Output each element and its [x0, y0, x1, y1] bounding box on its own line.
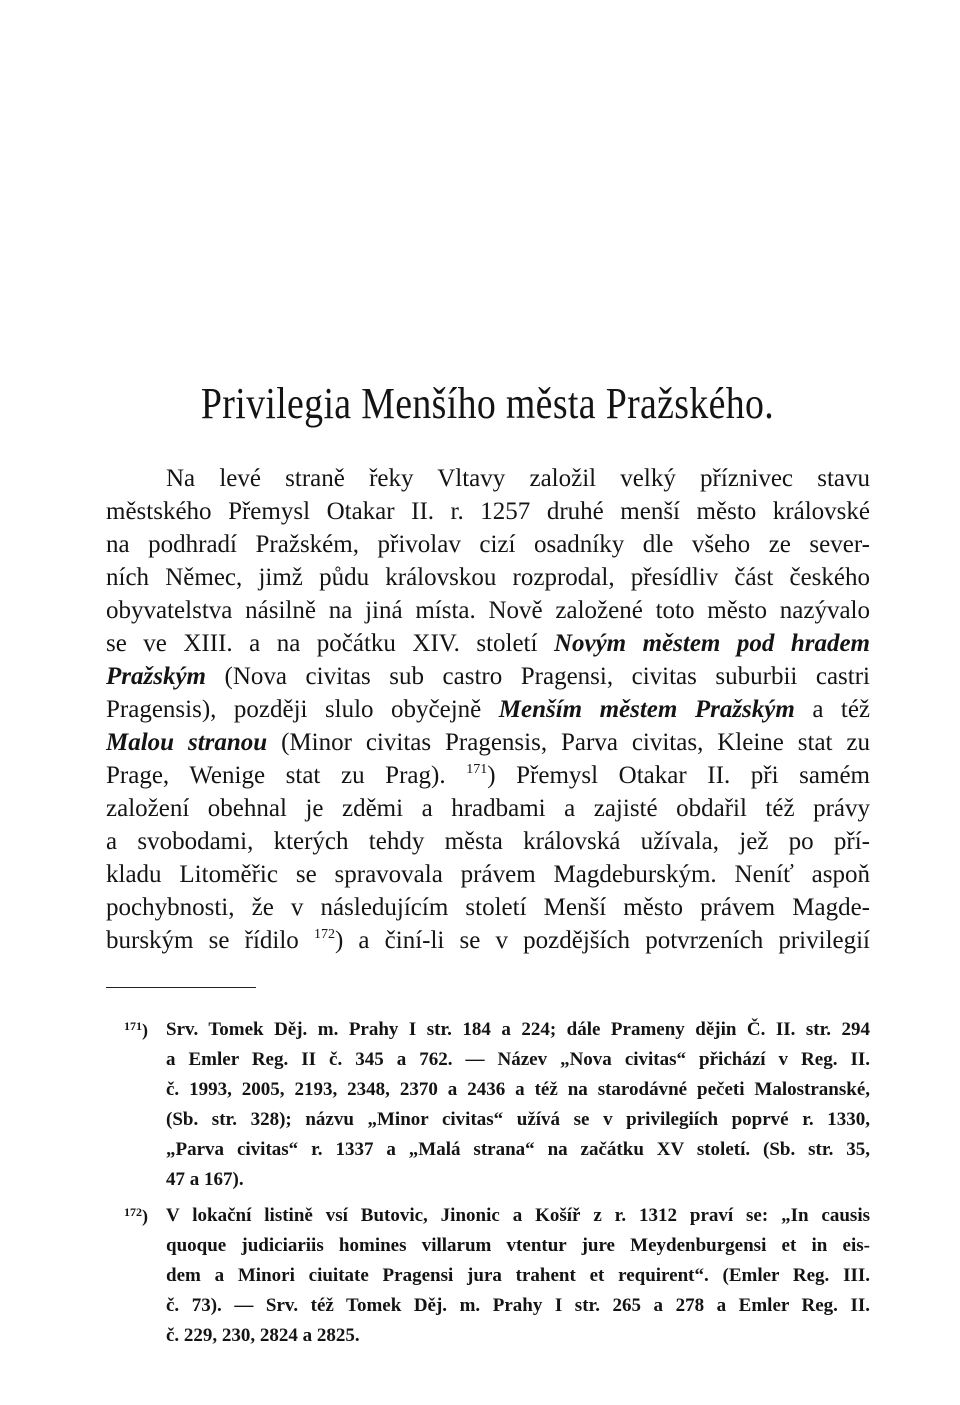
- footnote-line: V lokační listině vsí Butovic, Jinonic a Košíř z r. 1312 praví se: „In causis: [166, 1205, 870, 1226]
- text-run: (Nova civitas sub castro Pragensi, civitas suburbii castri: [224, 663, 870, 690]
- text-run: a též: [812, 696, 870, 723]
- footnote-171: [106, 1015, 870, 1195]
- text-run: se ve XIII. a na počátku XIV. století: [106, 630, 538, 657]
- footnote-line: (Sb. str. 328); názvu „Minor civitas“ užívá se v privilegiích poprvé r. 1330,: [166, 1109, 870, 1130]
- text-line: kladu Litoměřic se spravovala právem Magdeburským. Neníť aspoň: [106, 861, 870, 888]
- text-line: městského Přemysl Otakar II. r. 1257 druhé menší město královské: [106, 498, 870, 525]
- footnotes: [106, 1015, 870, 1357]
- text-run: ) Přemysl Otakar II. při samém: [487, 762, 870, 789]
- footnote-line: „Parva civitas“ r. 1337 a „Malá strana“ na začátku XV století. (Sb. str. 35,: [166, 1139, 870, 1160]
- text-line: [106, 759, 870, 792]
- footnote-divider: [106, 987, 256, 988]
- text-line: pochybnosti, že v následujícím století Menší město právem Magde-: [106, 894, 870, 921]
- text-line: [106, 924, 870, 957]
- text-run: Prage, Wenige stat zu Prag).: [106, 762, 446, 789]
- footnote-line: quoque judiciariis homines villarum vtentur jure Meydenburgensi et in eis-: [166, 1235, 870, 1256]
- text-run: burským se řídilo: [106, 927, 299, 954]
- text-line: [106, 660, 870, 693]
- emphasis-run: Malou stranou: [106, 729, 268, 756]
- text-line: [106, 726, 870, 759]
- text-run: (Minor civitas Pragensis, Parva civitas, Kleine stat zu: [281, 729, 870, 756]
- text-line: založení obehnal je zděmi a hradbami a zajisté obdařil též právy: [106, 795, 870, 822]
- text-line: ních Němec, jimž půdu královskou rozprodal, přesídliv část českého: [106, 564, 870, 591]
- footnote-line: č. 1993, 2005, 2193, 2348, 2370 a 2436 a též na starodávné pečeti Malostranské,: [166, 1079, 870, 1100]
- footnote-line: dem a Minori ciuitate Pragensi jura trahent et requirent“. (Emler Reg. III.: [166, 1265, 870, 1286]
- emphasis-run: Novým městem pod hradem: [553, 630, 870, 657]
- footnote-mark: $^{172}$): [124, 1205, 148, 1226]
- footnote-line: č. 229, 230, 2824 a 2825.: [166, 1325, 360, 1346]
- footnote-ref[interactable]: 171: [466, 762, 488, 777]
- emphasis-run: Menším městem Pražským: [498, 696, 795, 723]
- footnote-ref[interactable]: 172: [313, 927, 335, 942]
- text-line: a svobodami, kterých tehdy města královská užívala, jež po pří-: [106, 828, 870, 855]
- page-title: Privilegia Menšího města Pražského.: [200, 379, 775, 428]
- text-line: [106, 693, 870, 726]
- footnote-line: a Emler Reg. II č. 345 a 762. — Název „Nova civitas“ přichází v Reg. II.: [166, 1049, 870, 1070]
- footnote-line: č. 73). — Srv. též Tomek Děj. m. Prahy I str. 265 a 278 a Emler Reg. II.: [166, 1295, 870, 1316]
- text-line: Na levé straně řeky Vltavy založil velký příznivec stavu: [166, 465, 870, 492]
- text-line: [106, 627, 870, 660]
- text-line: obyvatelstva násilně na jiná místa. Nově založené toto město nazývalo: [106, 597, 870, 624]
- footnote-mark: $^{171}$): [124, 1019, 148, 1040]
- emphasis-run: Pražským: [106, 663, 206, 690]
- text-run: ) a činí-li se v pozdějších potvrzeních privilegií: [334, 927, 870, 954]
- text-line: na podhradí Pražském, přivolav cizí osadníky dle všeho ze sever-: [106, 531, 870, 558]
- text-run: Pragensis), později slulo obyčejně: [106, 696, 482, 723]
- footnote-172: [106, 1201, 870, 1351]
- footnote-line: Srv. Tomek Děj. m. Prahy I str. 184 a 224; dále Prameny dějin Č. II. str. 294: [166, 1019, 870, 1040]
- footnote-line: 47 a 167).: [166, 1169, 244, 1190]
- main-text: [106, 462, 870, 957]
